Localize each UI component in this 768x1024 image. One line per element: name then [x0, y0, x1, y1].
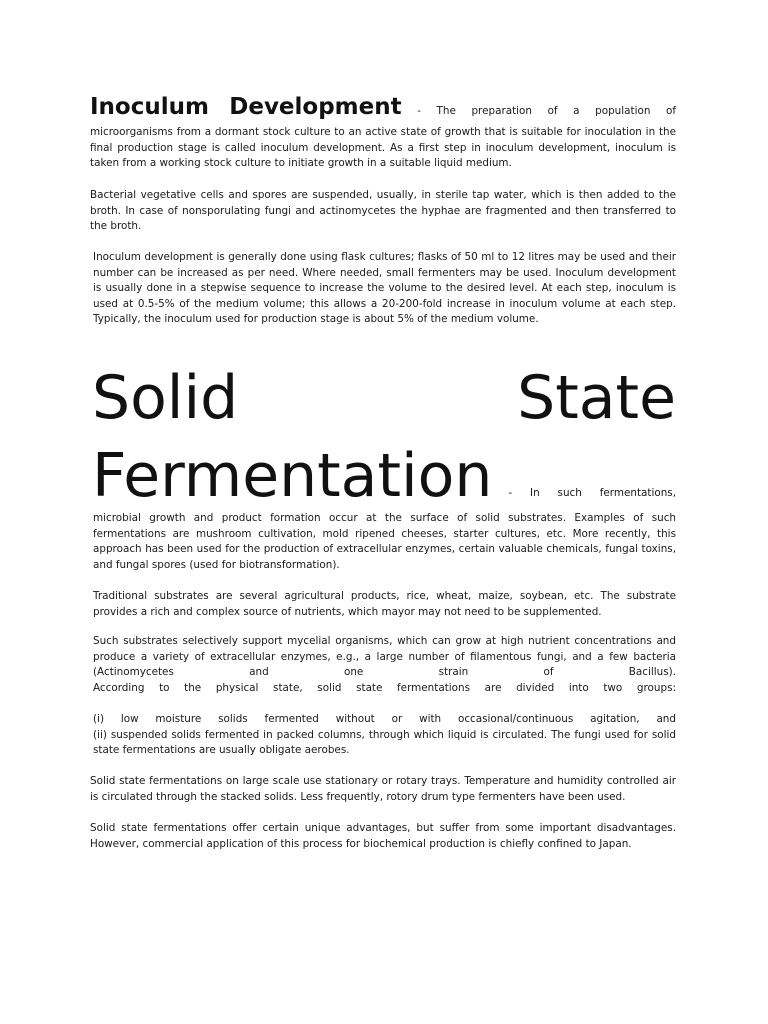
- inoculum-intro-paragraph: microorganisms from a dormant stock culture to an active state of growth that is suitable for inoculation in the final production stage is called inoculum development. As a first step in inoculum development, inoculum is taken from a working stock culture to initiate growth in a suitable liquid medium.: [90, 126, 676, 170]
- paragraph-bacterial-cells: Bacterial vegetative cells and spores are suspended, usually, in sterile tap water, which is then added to the broth. In case of nonsporulating fungi and actinomycetes the hyphae are fragmented and then transferred to the broth.: [90, 189, 676, 233]
- inoculum-intro-first-line: - The preparation of a population of: [401, 105, 677, 117]
- list-item-low-moisture: (i) low moisture solids fermented without or with occasional/continuous agitation, and: [93, 713, 676, 725]
- fermentation-title-word: Fermentation: [92, 441, 493, 511]
- inoculum-heading-line: [90, 94, 676, 125]
- solid-state-title-line2: [92, 438, 676, 514]
- list-item-suspended-solids: (ii) suspended solids fermented in packed columns, through which liquid is circulated. The fungi used for solid state fermentations are usually obligate aerobes.: [93, 728, 676, 757]
- paragraph-large-scale-trays: Solid state fermentations on large scale use stationary or rotary trays. Temperature and humidity controlled air is circulated through the stacked solids. Less frequently, rotory drum type fermenters have been used.: [90, 775, 676, 803]
- inoculum-development-heading: Inoculum Development: [90, 94, 402, 120]
- solid-state-intro-first-line: - In such fermentations,: [508, 487, 676, 499]
- paragraph-flask-cultures: Inoculum development is generally done using flask cultures; flasks of 50 ml to 12 litres may be used and their number can be increased as per need. Where needed, small fermenters may be used. Inoculum development is usually done in a stepwise sequence to increase the volume to the desired level. At each step, inoculum is used at 0.5-5% of the medium volume; this allows a 20-200-fold increase in inoculum volume at each step. Typically, the inoculum used for production stage is about 5% of the medium volume.: [93, 251, 676, 326]
- mycelial-organisms-text: Such substrates selectively support mycelial organisms, which can grow at high nutrient concentrations and produce a variety of extracellular enzymes, e.g., a large number of filamentous fungi, and a few bacteria (Actinomycetes and one strain of Bacillus).: [93, 635, 676, 679]
- paragraph-mycelial-organisms: [93, 634, 676, 696]
- solid-state-title-line1: Solid State: [92, 363, 676, 433]
- paragraph-advantages: Solid state fermentations offer certain unique advantages, but suffer from some important disadvantages. However, commercial application of this process for biochemical production is chiefly confined to Japan.: [90, 822, 676, 850]
- solid-state-intro-paragraph: microbial growth and product formation occur at the surface of solid substrates. Examples of such fermentations are mushroom cultivation, mold ripened cheeses, starter cultures, etc. More recently, this approach has been used for the production of extracellular enzymes, certain valuable chemicals, fungal toxins, and fungal spores (used for biotransformation).: [93, 512, 676, 571]
- paragraph-traditional-substrates: Traditional substrates are several agricultural products, rice, wheat, maize, soybean, etc. The substrate provides a rich and complex source of nutrients, which mayor may not need to be supplemented.: [93, 590, 676, 618]
- list-fermentation-groups: [93, 712, 676, 759]
- physical-state-groups-text: According to the physical state, solid state fermentations are divided into two groups:: [93, 681, 676, 694]
